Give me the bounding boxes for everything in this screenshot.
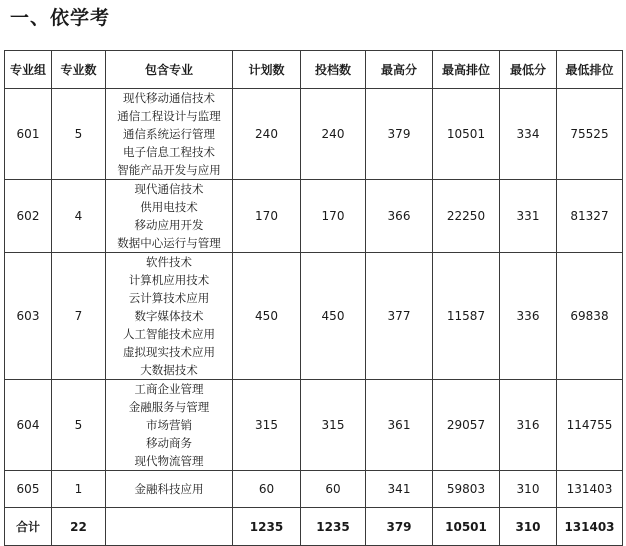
header-group: 专业组 bbox=[5, 51, 52, 89]
major-item: 智能产品开发与应用 bbox=[117, 163, 221, 177]
major-item: 数据中心运行与管理 bbox=[117, 236, 221, 250]
min-score-cell: 331 bbox=[500, 180, 557, 253]
max-rank-cell: 22250 bbox=[433, 180, 500, 253]
max-score-cell: 361 bbox=[366, 380, 433, 471]
major-item: 移动应用开发 bbox=[134, 218, 204, 232]
header-max-score: 最高分 bbox=[366, 51, 433, 89]
count-cell: 5 bbox=[52, 89, 106, 180]
admitted-cell: 170 bbox=[301, 180, 366, 253]
total-min-score-cell: 310 bbox=[500, 508, 557, 546]
max-rank-cell: 59803 bbox=[433, 471, 500, 508]
major-item: 大数据技术 bbox=[140, 363, 198, 377]
count-cell: 4 bbox=[52, 180, 106, 253]
major-item: 人工智能技术应用 bbox=[123, 327, 215, 341]
major-item: 移动商务 bbox=[146, 436, 192, 450]
max-rank-cell: 10501 bbox=[433, 89, 500, 180]
min-rank-cell: 69838 bbox=[557, 253, 623, 380]
table-row bbox=[5, 471, 623, 508]
total-admitted-cell: 1235 bbox=[301, 508, 366, 546]
count-cell: 5 bbox=[52, 380, 106, 471]
admitted-cell: 240 bbox=[301, 89, 366, 180]
min-rank-cell: 81327 bbox=[557, 180, 623, 253]
total-row bbox=[5, 508, 623, 546]
header-count: 专业数 bbox=[52, 51, 106, 89]
table-header-row bbox=[5, 51, 623, 89]
min-rank-cell: 75525 bbox=[557, 89, 623, 180]
total-max-rank-cell: 10501 bbox=[433, 508, 500, 546]
major-item: 通信工程设计与监理 bbox=[117, 109, 221, 123]
max-score-cell: 366 bbox=[366, 180, 433, 253]
group-cell: 604 bbox=[5, 380, 52, 471]
header-admitted: 投档数 bbox=[301, 51, 366, 89]
majors-cell bbox=[106, 471, 233, 508]
min-rank-cell: 114755 bbox=[557, 380, 623, 471]
major-item: 云计算技术应用 bbox=[128, 291, 210, 305]
group-cell: 602 bbox=[5, 180, 52, 253]
major-item: 虚拟现实技术应用 bbox=[123, 345, 215, 359]
count-cell: 7 bbox=[52, 253, 106, 380]
min-score-cell: 310 bbox=[500, 471, 557, 508]
plan-cell: 240 bbox=[233, 89, 301, 180]
major-item: 通信系统运行管理 bbox=[123, 127, 215, 141]
max-rank-cell: 11587 bbox=[433, 253, 500, 380]
admitted-cell: 60 bbox=[301, 471, 366, 508]
table-row bbox=[5, 253, 623, 380]
major-item: 供用电技术 bbox=[140, 200, 198, 214]
min-score-cell: 336 bbox=[500, 253, 557, 380]
plan-cell: 315 bbox=[233, 380, 301, 471]
major-item: 现代物流管理 bbox=[134, 454, 204, 468]
major-item: 现代通信技术 bbox=[134, 182, 204, 196]
majors-cell bbox=[106, 380, 233, 471]
plan-cell: 170 bbox=[233, 180, 301, 253]
max-score-cell: 379 bbox=[366, 89, 433, 180]
major-item: 现代移动通信技术 bbox=[123, 91, 215, 105]
header-min-rank: 最低排位 bbox=[557, 51, 623, 89]
total-label-cell: 合计 bbox=[5, 508, 52, 546]
header-plan: 计划数 bbox=[233, 51, 301, 89]
max-rank-cell: 29057 bbox=[433, 380, 500, 471]
table-row bbox=[5, 180, 623, 253]
major-item: 金融科技应用 bbox=[134, 482, 204, 496]
majors-cell bbox=[106, 180, 233, 253]
min-score-cell: 316 bbox=[500, 380, 557, 471]
count-cell: 1 bbox=[52, 471, 106, 508]
major-item: 金融服务与管理 bbox=[128, 400, 210, 414]
plan-cell: 450 bbox=[233, 253, 301, 380]
header-majors: 包含专业 bbox=[106, 51, 233, 89]
major-item: 工商企业管理 bbox=[134, 382, 204, 396]
plan-cell: 60 bbox=[233, 471, 301, 508]
group-cell: 605 bbox=[5, 471, 52, 508]
major-item: 计算机应用技术 bbox=[128, 273, 210, 287]
max-score-cell: 377 bbox=[366, 253, 433, 380]
majors-cell bbox=[106, 253, 233, 380]
header-max-rank: 最高排位 bbox=[433, 51, 500, 89]
page-heading: 一、依学考 bbox=[10, 7, 111, 29]
max-score-cell: 341 bbox=[366, 471, 433, 508]
header-min-score: 最低分 bbox=[500, 51, 557, 89]
group-cell: 603 bbox=[5, 253, 52, 380]
total-min-rank-cell: 131403 bbox=[557, 508, 623, 546]
table-row bbox=[5, 380, 623, 471]
group-cell: 601 bbox=[5, 89, 52, 180]
major-item: 软件技术 bbox=[146, 255, 192, 269]
admitted-cell: 315 bbox=[301, 380, 366, 471]
majors-cell bbox=[106, 89, 233, 180]
admission-table bbox=[4, 50, 623, 546]
table-row bbox=[5, 89, 623, 180]
admitted-cell: 450 bbox=[301, 253, 366, 380]
major-item: 数字媒体技术 bbox=[134, 309, 204, 323]
total-max-score-cell: 379 bbox=[366, 508, 433, 546]
total-majors-cell bbox=[106, 508, 233, 546]
total-count-cell: 22 bbox=[52, 508, 106, 546]
min-rank-cell: 131403 bbox=[557, 471, 623, 508]
major-item: 市场营销 bbox=[146, 418, 192, 432]
major-item: 电子信息工程技术 bbox=[123, 145, 215, 159]
total-plan-cell: 1235 bbox=[233, 508, 301, 546]
min-score-cell: 334 bbox=[500, 89, 557, 180]
